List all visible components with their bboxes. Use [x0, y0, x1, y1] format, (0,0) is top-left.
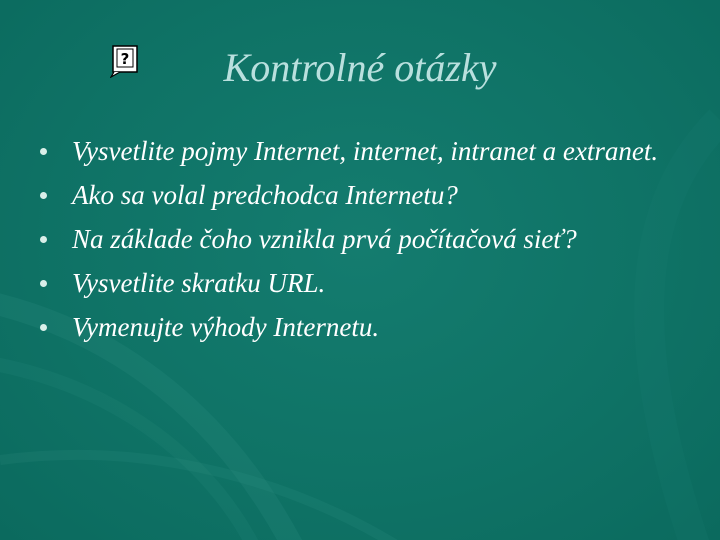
bullet-icon	[40, 148, 47, 155]
list-item-text: Na základe čoho vznikla prvá počítačová sieť?	[72, 224, 577, 254]
bullet-icon	[40, 236, 47, 243]
list-item	[40, 310, 680, 344]
list-item-text: Ako sa volal predchodca Internetu?	[72, 180, 458, 210]
bullet-icon	[40, 192, 47, 199]
list-item-text: Vysvetlite skratku URL.	[72, 268, 326, 298]
bullet-icon	[40, 324, 47, 331]
question-help-icon	[110, 44, 140, 78]
list-item-text: Vymenujte výhody Internetu.	[72, 312, 380, 342]
list-item	[40, 178, 680, 212]
list-item-text: Vysvetlite pojmy Internet, internet, intranet a extranet.	[72, 136, 659, 166]
list-item	[40, 222, 680, 256]
slide-title: Kontrolné otázky	[223, 45, 497, 90]
list-item	[40, 266, 680, 300]
list-item	[40, 134, 680, 168]
bullet-icon	[40, 280, 47, 287]
question-list	[40, 134, 680, 354]
svg-text:?: ?	[120, 50, 130, 68]
